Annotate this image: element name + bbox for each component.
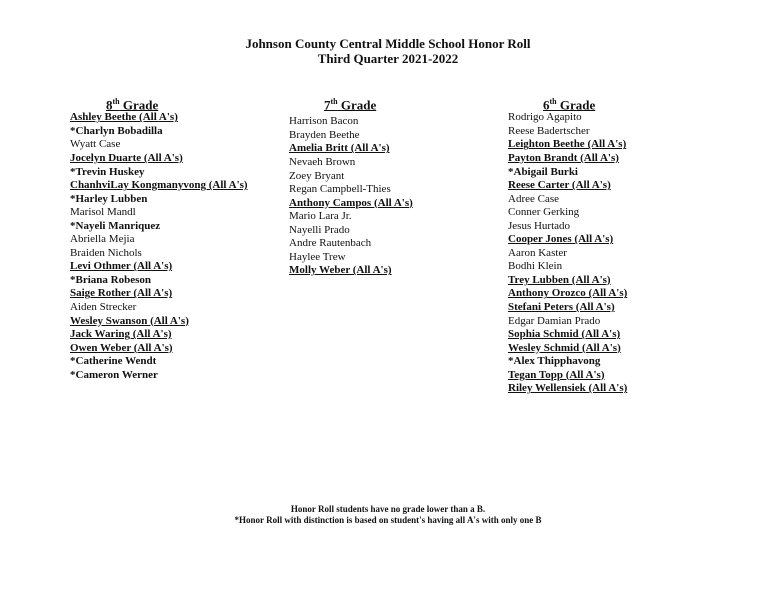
student-name: Amelia Britt (All A's) bbox=[289, 142, 390, 155]
student-name: Bodhi Klein bbox=[508, 260, 563, 273]
student-name: Adree Case bbox=[508, 192, 560, 205]
grade-7-heading bbox=[289, 94, 489, 113]
student-name: Haylee Trew bbox=[289, 250, 346, 263]
student-name: Payton Brandt (All A's) bbox=[508, 151, 619, 164]
student-name: Harrison Bacon bbox=[289, 115, 359, 128]
student-name: Nayelli Prado bbox=[289, 223, 350, 236]
grade-7-heading-number: 7 bbox=[324, 97, 331, 113]
student-name: *Catherine Wendt bbox=[70, 355, 157, 368]
student-name: Tegan Topp (All A's) bbox=[508, 368, 605, 381]
student-name: Cooper Jones (All A's) bbox=[508, 233, 614, 246]
student-name: Jesus Hurtado bbox=[508, 219, 571, 232]
student-name: Jocelyn Duarte (All A's) bbox=[70, 151, 183, 164]
footer-note-grade-rule: Honor Roll students have no grade lower than a B. bbox=[290, 504, 486, 514]
grade-8-heading-suffix: th bbox=[112, 97, 120, 106]
student-name: Riley Wellensiek (All A's) bbox=[508, 382, 628, 395]
student-name: *Charlyn Bobadilla bbox=[70, 124, 163, 137]
title-school-name: Johnson County Central Middle School Honor Roll bbox=[245, 36, 531, 51]
student-name: Levi Othmer (All A's) bbox=[70, 260, 173, 273]
student-name: Owen Weber (All A's) bbox=[70, 341, 173, 354]
student-name: Wyatt Case bbox=[70, 138, 121, 151]
grade-8-heading-word: Grade bbox=[119, 97, 159, 113]
student-name: Reese Badertscher bbox=[508, 124, 590, 137]
student-name: Wesley Swanson (All A's) bbox=[70, 314, 189, 327]
grade-7-column bbox=[289, 94, 489, 278]
student-name: Aaron Kaster bbox=[508, 246, 567, 259]
document-title bbox=[0, 36, 776, 66]
student-name: Brayden Beethe bbox=[289, 128, 360, 141]
grade-6-heading-word: Grade bbox=[556, 97, 596, 113]
student-name: Jack Waring (All A's) bbox=[70, 328, 172, 341]
grade-7-heading-word: Grade bbox=[337, 97, 377, 113]
student-name: Regan Campbell-Thies bbox=[289, 183, 391, 196]
student-name: Nevaeh Brown bbox=[289, 155, 356, 168]
student-name: Ashley Beethe (All A's) bbox=[70, 111, 178, 124]
student-name: *Briana Robeson bbox=[70, 273, 151, 286]
student-name: Abriella Mejia bbox=[70, 233, 135, 246]
student-name: Zoey Bryant bbox=[289, 169, 345, 182]
grade-6-heading-suffix: th bbox=[549, 97, 557, 106]
footer-notes bbox=[0, 504, 776, 526]
student-name: Marisol Mandl bbox=[70, 206, 136, 219]
title-quarter: Third Quarter 2021-2022 bbox=[317, 51, 459, 66]
student-name: Saige Rother (All A's) bbox=[70, 287, 173, 300]
student-name: Conner Gerking bbox=[508, 206, 580, 219]
grade-7-student-list bbox=[289, 115, 489, 278]
grade-6-heading-number: 6 bbox=[543, 97, 550, 113]
footer-note-distinction: *Honor Roll with distinction is based on student's having all A's with only one B bbox=[234, 515, 542, 525]
student-name: Leighton Beethe (All A's) bbox=[508, 138, 627, 151]
student-name: *Alex Thipphavong bbox=[508, 355, 601, 368]
student-name: *Nayeli Manriquez bbox=[70, 219, 161, 232]
student-name: *Trevin Huskey bbox=[70, 165, 145, 178]
grade-8-column bbox=[70, 94, 280, 382]
student-name: Anthony Campos (All A's) bbox=[289, 196, 413, 209]
student-name: Braiden Nichols bbox=[70, 246, 142, 259]
grade-8-heading-number: 8 bbox=[106, 97, 113, 113]
grade-6-student-list bbox=[508, 111, 708, 395]
student-name: Aiden Strecker bbox=[70, 300, 137, 313]
student-name: Reese Carter (All A's) bbox=[508, 179, 611, 192]
student-name: *Cameron Werner bbox=[70, 368, 158, 381]
grade-8-student-list bbox=[70, 111, 280, 382]
student-name: Molly Weber (All A's) bbox=[289, 264, 392, 277]
student-name: Mario Lara Jr. bbox=[289, 210, 352, 223]
grade-6-column bbox=[508, 94, 708, 396]
student-name: *Abigail Burki bbox=[508, 165, 578, 178]
student-name: Sophia Schmid (All A's) bbox=[508, 328, 621, 341]
student-name: Anthony Orozco (All A's) bbox=[508, 287, 628, 300]
student-name: *Harley Lubben bbox=[70, 192, 148, 205]
student-name: Stefani Peters (All A's) bbox=[508, 300, 615, 313]
student-name: Andre Rautenbach bbox=[289, 237, 372, 250]
grade-7-heading-suffix: th bbox=[330, 97, 338, 106]
student-name: Edgar Damian Prado bbox=[508, 314, 601, 327]
student-name: ChanhviLay Kongmanyvong (All A's) bbox=[70, 179, 248, 192]
student-name: Rodrigo Agapito bbox=[508, 111, 582, 124]
student-name: Wesley Schmid (All A's) bbox=[508, 341, 621, 354]
student-name: Trey Lubben (All A's) bbox=[508, 273, 611, 286]
